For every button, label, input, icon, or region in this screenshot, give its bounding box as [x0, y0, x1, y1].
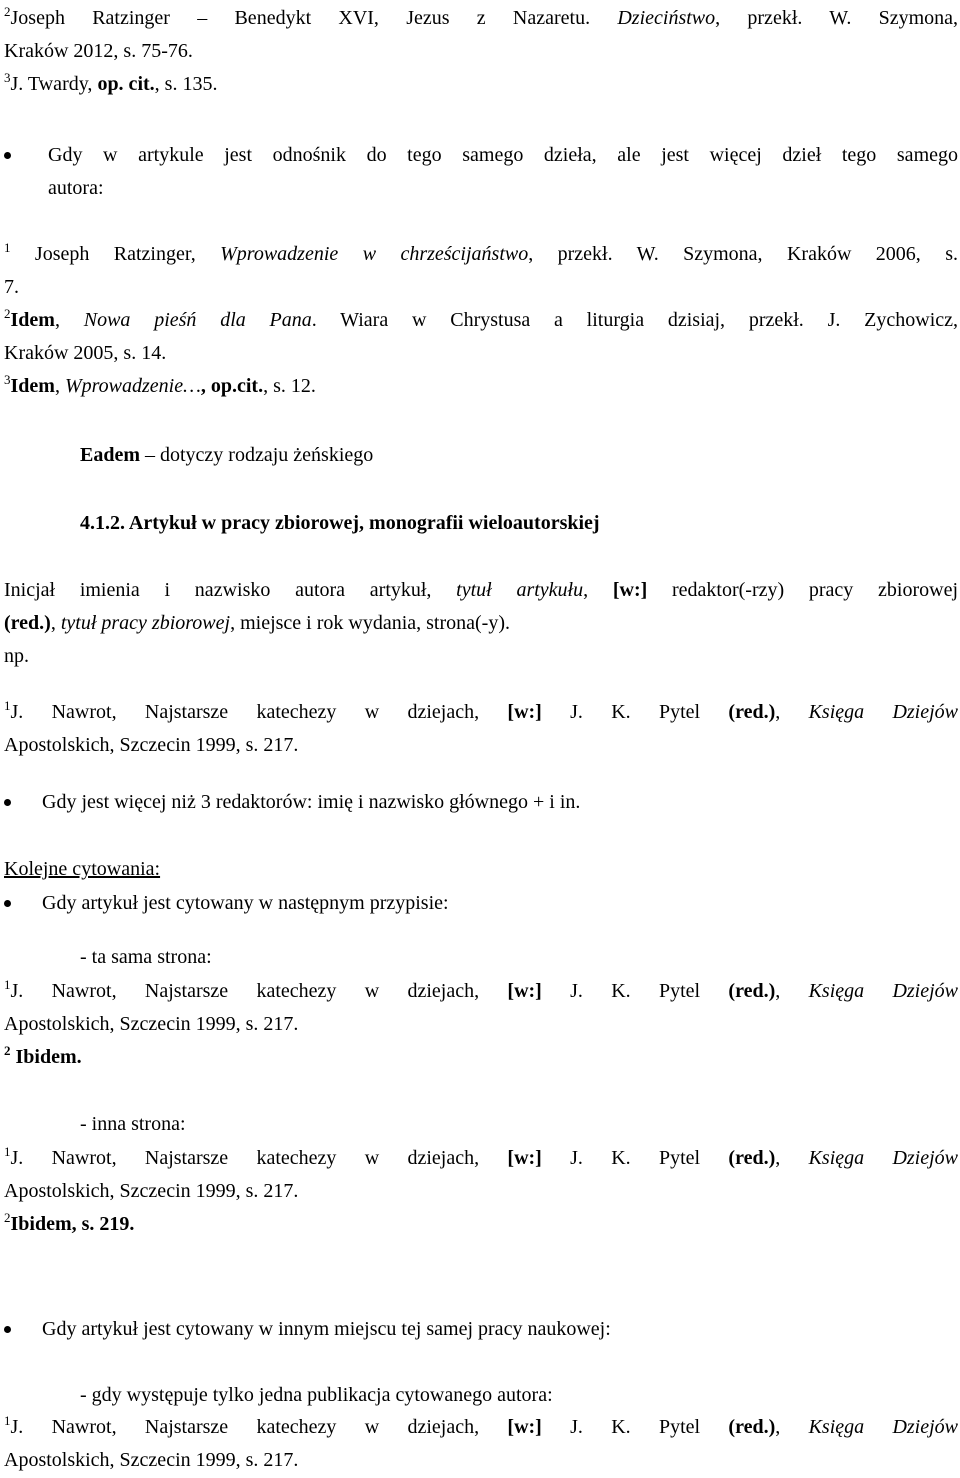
- eadem-note: [80, 439, 958, 472]
- footnote-twardy: [4, 68, 958, 101]
- pattern-text: redaktor(-rzy) pracy zbiorowej: [647, 579, 959, 601]
- footnote-number: 3: [4, 70, 11, 85]
- footnote-opcit: op. cit.: [97, 73, 155, 95]
- pattern-in-marker: [w:]: [612, 579, 648, 601]
- footnote-text: , przekł. W. Szymona,: [715, 7, 959, 29]
- ibidem-text: Ibidem.: [15, 1046, 82, 1068]
- bullet-item: [42, 1313, 958, 1346]
- footnote-number: 1: [4, 1144, 11, 1159]
- heading-text: Kolejne cytowania:: [4, 858, 161, 880]
- label-text: - gdy występuje tylko jedna publikacja cytowanego autora:: [80, 1384, 553, 1406]
- separator: ,: [50, 612, 61, 634]
- bullet-text: Gdy artykuł jest cytowany w innym miejscu tej samej pracy naukowej:: [42, 1318, 611, 1340]
- footnote-title: Wprowadzenie…: [64, 375, 201, 397]
- eadem-description: – dotyczy rodzaju żeńskiego: [140, 444, 374, 466]
- example-text: J. K. Pytel: [541, 1147, 729, 1169]
- one-publication-label: [80, 1379, 958, 1412]
- footnote-idem-opcit: [4, 370, 958, 403]
- footnote-author: Joseph Ratzinger,: [34, 243, 221, 265]
- example-text: Apostolskich, Szczecin 1999, s. 217.: [4, 1180, 299, 1202]
- footnote-text: , s. 12.: [263, 375, 316, 397]
- footnote-ratzinger-wprowadzenie: [4, 238, 958, 304]
- eadem-word: Eadem: [80, 444, 140, 466]
- bullet-icon: [4, 152, 11, 159]
- footnote-ratzinger-jezus: [4, 2, 958, 68]
- footnote-number: 2: [4, 1210, 11, 1225]
- footnote-opcit: , op.cit.: [200, 375, 264, 397]
- footnote-idem-nowa-piesn: [4, 304, 958, 370]
- example-text: J. Nawrot, Najstarsze katechezy w dziejach,: [10, 1147, 508, 1169]
- red-marker: (red.): [728, 1416, 776, 1438]
- footnote-text: , s. 135.: [154, 73, 218, 95]
- pattern-text: , miejsce i rok wydania, strona(-y).: [230, 612, 511, 634]
- in-marker: [w:]: [507, 980, 542, 1002]
- section-heading: [80, 507, 958, 540]
- subsequent-citations-heading: [4, 853, 958, 886]
- bullet-icon: [4, 900, 11, 907]
- footnote-title: Wprowadzenie w chrześcijaństwo: [220, 243, 529, 265]
- example-text: Apostolskich, Szczecin 1999, s. 217.: [4, 1449, 299, 1471]
- example-text: J. K. Pytel: [541, 1416, 729, 1438]
- bullet-text: Gdy jest więcej niż 3 redaktorów: imię i nazwisko głównego + i in.: [42, 791, 581, 813]
- section-number: 4.1.2.: [80, 512, 125, 534]
- footnote-idem: Idem: [10, 375, 55, 397]
- example-text: J. Nawrot, Najstarsze katechezy w dziejach,: [10, 701, 508, 723]
- footnote-text: 7.: [4, 276, 19, 298]
- bullet-text: autora:: [48, 177, 104, 199]
- in-marker: [w:]: [507, 1147, 542, 1169]
- bullet-text: Gdy w artykule jest odnośnik do tego samego dzieła, ale jest więcej dzieł tego samego: [48, 144, 958, 166]
- example-nawrot-3: $^1$J. Nawrot, Najstarsze katechezy w dziejach, [w:] J. K. Pytel (red.), Księga Dziejów Apostolskich, Szczecin 1999, s. 217. $^2$Ibidem, s. 219.: [4, 1144, 958, 1235]
- footnote-text: Kraków 2012, s. 75-76.: [4, 40, 193, 62]
- separator: ,: [54, 309, 84, 331]
- example-nawrot-2: $^1$J. Nawrot, Najstarsze katechezy w dziejach, [w:] J. K. Pytel (red.), Księga Dziejów Apostolskich, Szczecin 1999, s. 217. $^2$ Ibidem.: [4, 977, 958, 1068]
- footnote-idem: Idem: [10, 309, 55, 331]
- bullet-item: [48, 139, 958, 205]
- ibidem-text: Ibidem, s. 219.: [10, 1213, 135, 1235]
- example-text: J. K. Pytel: [541, 701, 729, 723]
- footnote-author: J. Twardy,: [10, 73, 98, 95]
- separator: ,: [54, 375, 65, 397]
- footnote-text: . Wiara w Chrystusa a liturgia dzisiaj, przekł. J. Zychowicz,: [311, 309, 958, 331]
- footnote-number: 2: [4, 306, 11, 321]
- footnote-author: Joseph Ratzinger – Benedykt XVI, Jezus z Nazaretu.: [10, 7, 591, 29]
- separator: ,: [583, 579, 613, 601]
- citation-pattern: [4, 574, 958, 673]
- example-nawrot-1: $^1$J. Nawrot, Najstarsze katechezy w dziejach, [w:] J. K. Pytel (red.), Księga Dziejów Apostolskich, Szczecin 1999, s. 217.: [4, 696, 958, 762]
- label-text: - ta sama strona:: [80, 946, 212, 968]
- pattern-article-title: tytuł artykułu: [456, 579, 584, 601]
- in-marker: [w:]: [507, 701, 542, 723]
- example-title: Księga Dziejów: [808, 1416, 958, 1438]
- footnote-number: 1: [4, 240, 11, 255]
- bullet-item: [42, 887, 958, 920]
- example-text: J. Nawrot, Najstarsze katechezy w dziejach,: [10, 1416, 508, 1438]
- pattern-text: Inicjał imienia i nazwisko autora artykuł,: [4, 579, 457, 601]
- footnote-number: 1: [4, 698, 11, 713]
- bullet-icon: [4, 799, 11, 806]
- pattern-work-title: tytuł pracy zbiorowej: [60, 612, 231, 634]
- section-title: Artykuł w pracy zbiorowej, monografii wieloautorskiej: [125, 512, 600, 534]
- example-title: Księga Dziejów: [808, 701, 958, 723]
- footnote-title: Dzieciństwo: [617, 7, 716, 29]
- in-marker: [w:]: [507, 1416, 542, 1438]
- footnote-text: Kraków 2005, s. 14.: [4, 342, 167, 364]
- bullet-icon: [4, 1326, 11, 1333]
- example-text: J. Nawrot, Najstarsze katechezy w dziejach,: [10, 980, 508, 1002]
- footnote-number: 3: [4, 372, 11, 387]
- red-marker: (red.): [728, 1147, 776, 1169]
- example-title: Księga Dziejów: [808, 1147, 958, 1169]
- footnote-number: 1: [4, 977, 11, 992]
- example-label: np.: [4, 645, 29, 667]
- red-marker: (red.): [728, 701, 776, 723]
- example-text: Apostolskich, Szczecin 1999, s. 217.: [4, 734, 299, 756]
- other-page-label: [80, 1108, 958, 1141]
- example-title: Księga Dziejów: [808, 980, 958, 1002]
- footnote-title: Nowa pieśń dla Pana: [83, 309, 312, 331]
- bullet-text: Gdy artykuł jest cytowany w następnym przypisie:: [42, 892, 449, 914]
- footnote-number: 2: [4, 1043, 11, 1058]
- bullet-item: [42, 786, 958, 819]
- example-nawrot-4: $^1$J. Nawrot, Najstarsze katechezy w dziejach, [w:] J. K. Pytel (red.), Księga Dziejów Apostolskich, Szczecin 1999, s. 217.: [4, 1411, 958, 1477]
- example-text: Apostolskich, Szczecin 1999, s. 217.: [4, 1013, 299, 1035]
- example-text: J. K. Pytel: [541, 980, 729, 1002]
- pattern-red-marker: (red.): [4, 612, 51, 634]
- red-marker: (red.): [728, 980, 776, 1002]
- footnote-number: 1: [4, 1413, 11, 1428]
- footnote-text: , przekł. W. Szymona, Kraków 2006, s.: [528, 243, 958, 265]
- footnote-number: 2: [4, 4, 11, 19]
- label-text: - inna strona:: [80, 1113, 186, 1135]
- same-page-label: [80, 941, 958, 974]
